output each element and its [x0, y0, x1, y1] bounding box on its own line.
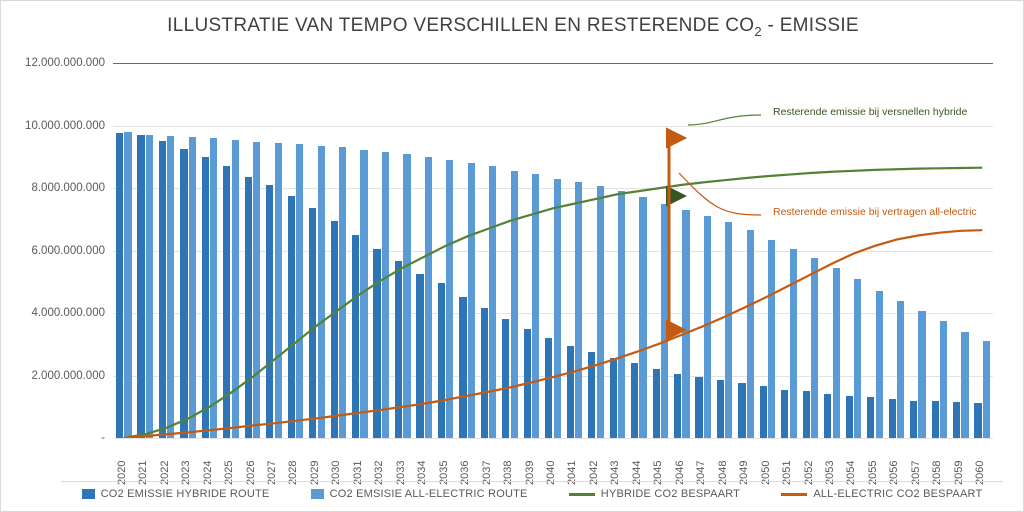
legend-item[interactable]	[82, 488, 270, 500]
x-axis-tick-label: 2044	[630, 460, 643, 485]
x-axis-tick-label: 2024	[201, 460, 214, 485]
y-axis-tick-label: 8.000.000.000	[31, 182, 105, 194]
y-axis-labels	[1, 57, 105, 444]
y-axis-tick-label: 10.000.000.000	[25, 119, 105, 132]
x-axis-tick-label: 2057	[909, 460, 922, 485]
x-axis-tick-label: 2043	[609, 460, 622, 485]
y-axis-tick-label: 6.000.000.000	[31, 244, 105, 257]
x-axis-tick-label: 2045	[652, 460, 665, 485]
legend-swatch	[82, 489, 95, 499]
x-axis-tick-label: 2048	[716, 460, 729, 485]
x-axis-tick-label: 2030	[330, 460, 343, 485]
x-axis-tick-label: 2042	[587, 460, 600, 485]
x-axis-tick-label: 2046	[673, 460, 686, 485]
plot-area	[113, 63, 993, 438]
chart-title-main: ILLUSTRATIE VAN TEMPO VERSCHILLEN EN RESTERENDE CO	[167, 15, 755, 36]
x-axis-tick-label: 2026	[244, 460, 257, 485]
x-axis-tick-label: 2033	[394, 460, 407, 485]
x-axis-tick-label: 2053	[824, 460, 837, 485]
y-axis-tick-label: 12.000.000.000	[25, 57, 105, 69]
x-axis-tick-label: 2039	[523, 460, 536, 485]
x-axis-tick-label: 2029	[308, 460, 321, 485]
x-axis-tick-label: 2040	[545, 460, 557, 485]
chart-legend	[61, 481, 1003, 506]
x-axis-tick-label: 2031	[351, 460, 364, 485]
x-axis-tick-label: 2023	[180, 460, 193, 485]
y-axis-tick-label: -	[101, 432, 105, 444]
annotation-orange-label: Resterende emissie bij vertragen all-electric	[773, 206, 977, 218]
chart-title-tail: - EMISSIE	[761, 15, 859, 36]
legend-label: HYBRIDE CO2 BESPAART	[600, 488, 741, 500]
x-axis-tick-label: 2050	[759, 460, 772, 485]
x-axis-tick-label: 2049	[738, 460, 751, 485]
x-axis-tick-label: 2022	[158, 460, 171, 485]
chart-title	[1, 15, 1024, 39]
x-axis-tick-label: 2060	[974, 460, 987, 485]
x-axis-tick-label: 2034	[416, 460, 429, 485]
x-axis-tick-label: 2037	[480, 460, 493, 485]
x-axis-tick-label: 2038	[502, 460, 515, 485]
x-axis-tick-label: 2058	[931, 460, 944, 485]
legend-label: CO2 EMSISIE ALL-ELECTRIC ROUTE	[329, 488, 528, 500]
x-axis-tick-label: 2056	[888, 460, 901, 485]
legend-item[interactable]	[781, 488, 982, 500]
x-axis-tick-label: 2025	[223, 460, 236, 485]
annotation-green-label: Resterende emissie bij versnellen hybride	[773, 106, 968, 118]
legend-label: ALL-ELECTRIC CO2 BESPAART	[813, 488, 983, 500]
x-axis-tick-label: 2054	[845, 460, 858, 485]
x-axis-tick-label: 2052	[802, 460, 815, 485]
x-axis-tick-label: 2055	[866, 460, 879, 485]
x-axis-tick-label: 2032	[373, 460, 386, 485]
x-axis-tick-label: 2041	[566, 460, 579, 485]
legend-swatch	[311, 489, 324, 499]
legend-label: CO2 EMISSIE HYBRIDE ROUTE	[100, 488, 270, 500]
chart-title-subscript: 2	[754, 23, 762, 39]
legend-item[interactable]	[569, 488, 740, 500]
x-axis-tick-label: 2028	[287, 460, 300, 485]
x-axis-labels	[113, 441, 993, 485]
x-axis-tick-label: 2021	[137, 460, 150, 485]
y-axis-tick-label: 4.000.000.000	[31, 307, 105, 319]
x-axis-tick-label: 2036	[459, 460, 472, 485]
x-axis-tick-label: 2020	[115, 460, 128, 485]
legend-swatch	[781, 493, 807, 496]
x-axis-tick-label: 2027	[265, 460, 278, 485]
legend-swatch	[569, 493, 595, 496]
x-axis-tick-label: 2051	[781, 460, 794, 485]
x-axis-tick-label: 2047	[695, 460, 708, 485]
x-axis-tick-label: 2059	[952, 460, 965, 485]
legend-item[interactable]	[311, 488, 528, 500]
y-axis-tick-label: 2.000.000.000	[31, 369, 105, 382]
annotation-arrows	[113, 63, 993, 438]
x-axis-tick-label: 2035	[437, 460, 450, 485]
gridline	[113, 438, 993, 439]
